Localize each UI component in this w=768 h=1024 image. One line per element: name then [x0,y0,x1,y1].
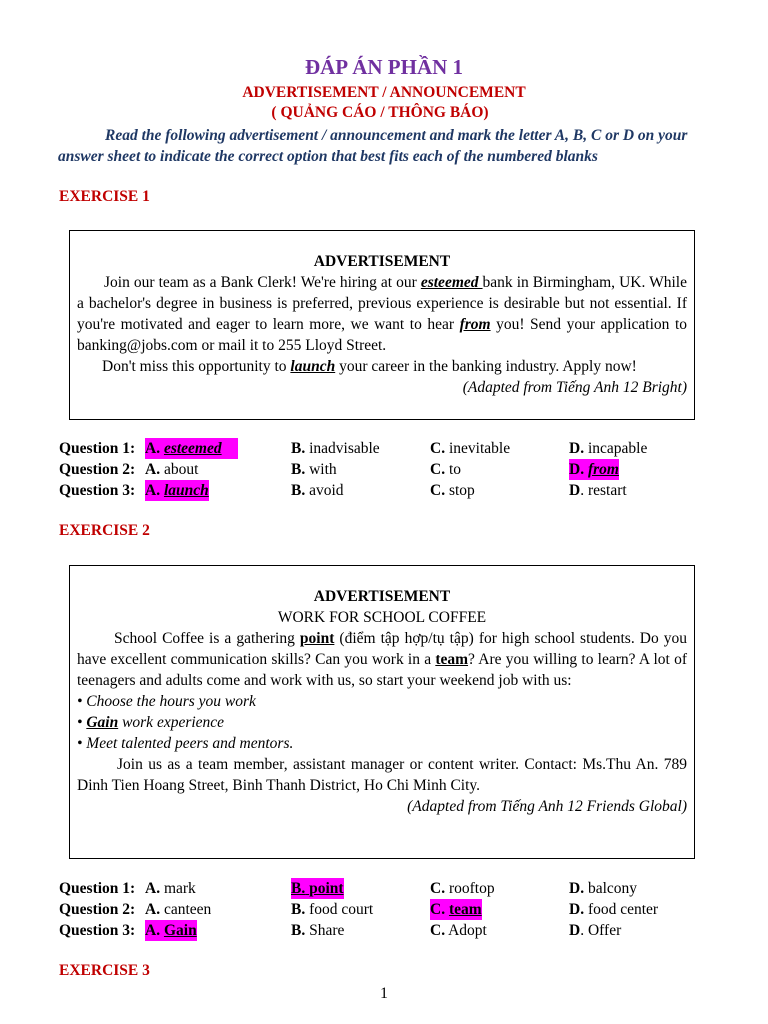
option-c: C. Adopt [430,922,487,939]
question-row [59,480,739,501]
option-b: B. inadvisable [291,440,380,457]
question-row [59,459,739,480]
blank-word-launch: launch [290,358,336,375]
blank-word-team: team [435,651,469,668]
question-label: Question 1: [59,440,136,457]
option-d-correct: D. from [569,461,619,478]
option-b: B. Share [291,922,345,939]
option-a: A. mark [145,880,196,897]
exercise-1-heading: EXERCISE 1 [59,188,150,205]
advertisement-subtitle: WORK FOR SCHOOL COFFEE [277,609,487,626]
question-label: Question 3: [59,922,136,939]
exercise-3-heading: EXERCISE 3 [59,962,150,979]
advertisement-title: ADVERTISEMENT [313,253,451,270]
advertisement-title: ADVERTISEMENT [313,588,451,605]
exercise-2-advertisement-box [69,565,695,859]
advertisement-paragraph: School Coffee is a gathering point (điểm tập hợp/tụ tập) for high school students. Do you have excellent communication skills? Can you work in a team? Are you willing to learn? A lot of teenagers and adults come and work with us, so start your weekend job with us: [77,630,687,689]
page-title: ĐÁP ÁN PHẦN 1 [304,55,464,79]
option-a-correct: A. launch [145,482,209,499]
bullet-item: • Meet talented peers and mentors. [77,735,294,752]
option-d: D. food center [569,901,659,918]
advertisement-paragraph: Join our team as a Bank Clerk! We're hiring at our esteemed bank in Birmingham, UK. While a bachelor's degree in business is preferred, previous experience is desirable but not essential. If you're motivated and eager to learn more, we want to hear from you! Send your application to banking@jobs.com or mail it to 255 Lloyd Street. [77,274,687,354]
option-c-correct: C. team [430,901,482,918]
question-row [59,899,739,920]
option-c: C. to [430,461,462,478]
bullet-item: • Gain work experience [77,714,225,731]
question-label: Question 3: [59,482,136,499]
option-a-correct: A. Gain [145,922,197,939]
question-label: Question 1: [59,880,136,897]
option-c: C. inevitable [430,440,511,457]
option-d: D. incapable [569,440,648,457]
instruction-text: Read the following advertisement / announcement and mark the letter A, B, C or D on your answer sheet to indicate the correct option that best fits each of the numbered blanks [58,127,688,165]
option-a-correct: A. esteemed [145,438,238,459]
section-subtitle-vietnamese: ( QUẢNG CÁO / THÔNG BÁO) [271,104,489,121]
option-d: D. balcony [569,880,638,897]
option-b: B. with [291,461,337,478]
blank-word-point: point [299,630,335,647]
option-b: B. food court [291,901,374,918]
bullet-item: • Choose the hours you work [77,693,256,710]
question-label: Question 2: [59,901,136,918]
option-c: C. stop [430,482,475,499]
blank-word-from: from [459,316,491,333]
exercise-1-advertisement-box [69,230,695,420]
source-citation: (Adapted from Tiếng Anh 12 Bright) [462,379,687,396]
option-c: C. rooftop [430,880,495,897]
option-a: A. about [145,461,199,478]
question-label: Question 2: [59,461,136,478]
question-row [59,920,739,941]
blank-word-gain: Gain [86,714,119,731]
question-row [59,438,739,459]
section-subtitle: ADVERTISEMENT / ANNOUNCEMENT [242,84,526,101]
advertisement-paragraph: Don't miss this opportunity to launch your career in the banking industry. Apply now! [102,358,637,375]
blank-word-esteemed: esteemed [420,274,483,291]
option-b: B. avoid [291,482,344,499]
page-number: 1 [380,985,388,1002]
option-d: D. restart [569,482,627,499]
option-d: D. Offer [569,922,622,939]
source-citation: (Adapted from Tiếng Anh 12 Friends Global) [407,798,687,815]
question-row [59,878,739,899]
exercise-2-heading: EXERCISE 2 [59,522,150,539]
option-b-correct: B. point [291,880,344,897]
advertisement-paragraph: Join us as a team member, assistant manager or content writer. Contact: Ms.Thu An. 789 Dinh Tien Hoang Street, Binh Thanh District, Ho Chi Minh City. [77,756,687,794]
option-a: A. canteen [145,901,212,918]
